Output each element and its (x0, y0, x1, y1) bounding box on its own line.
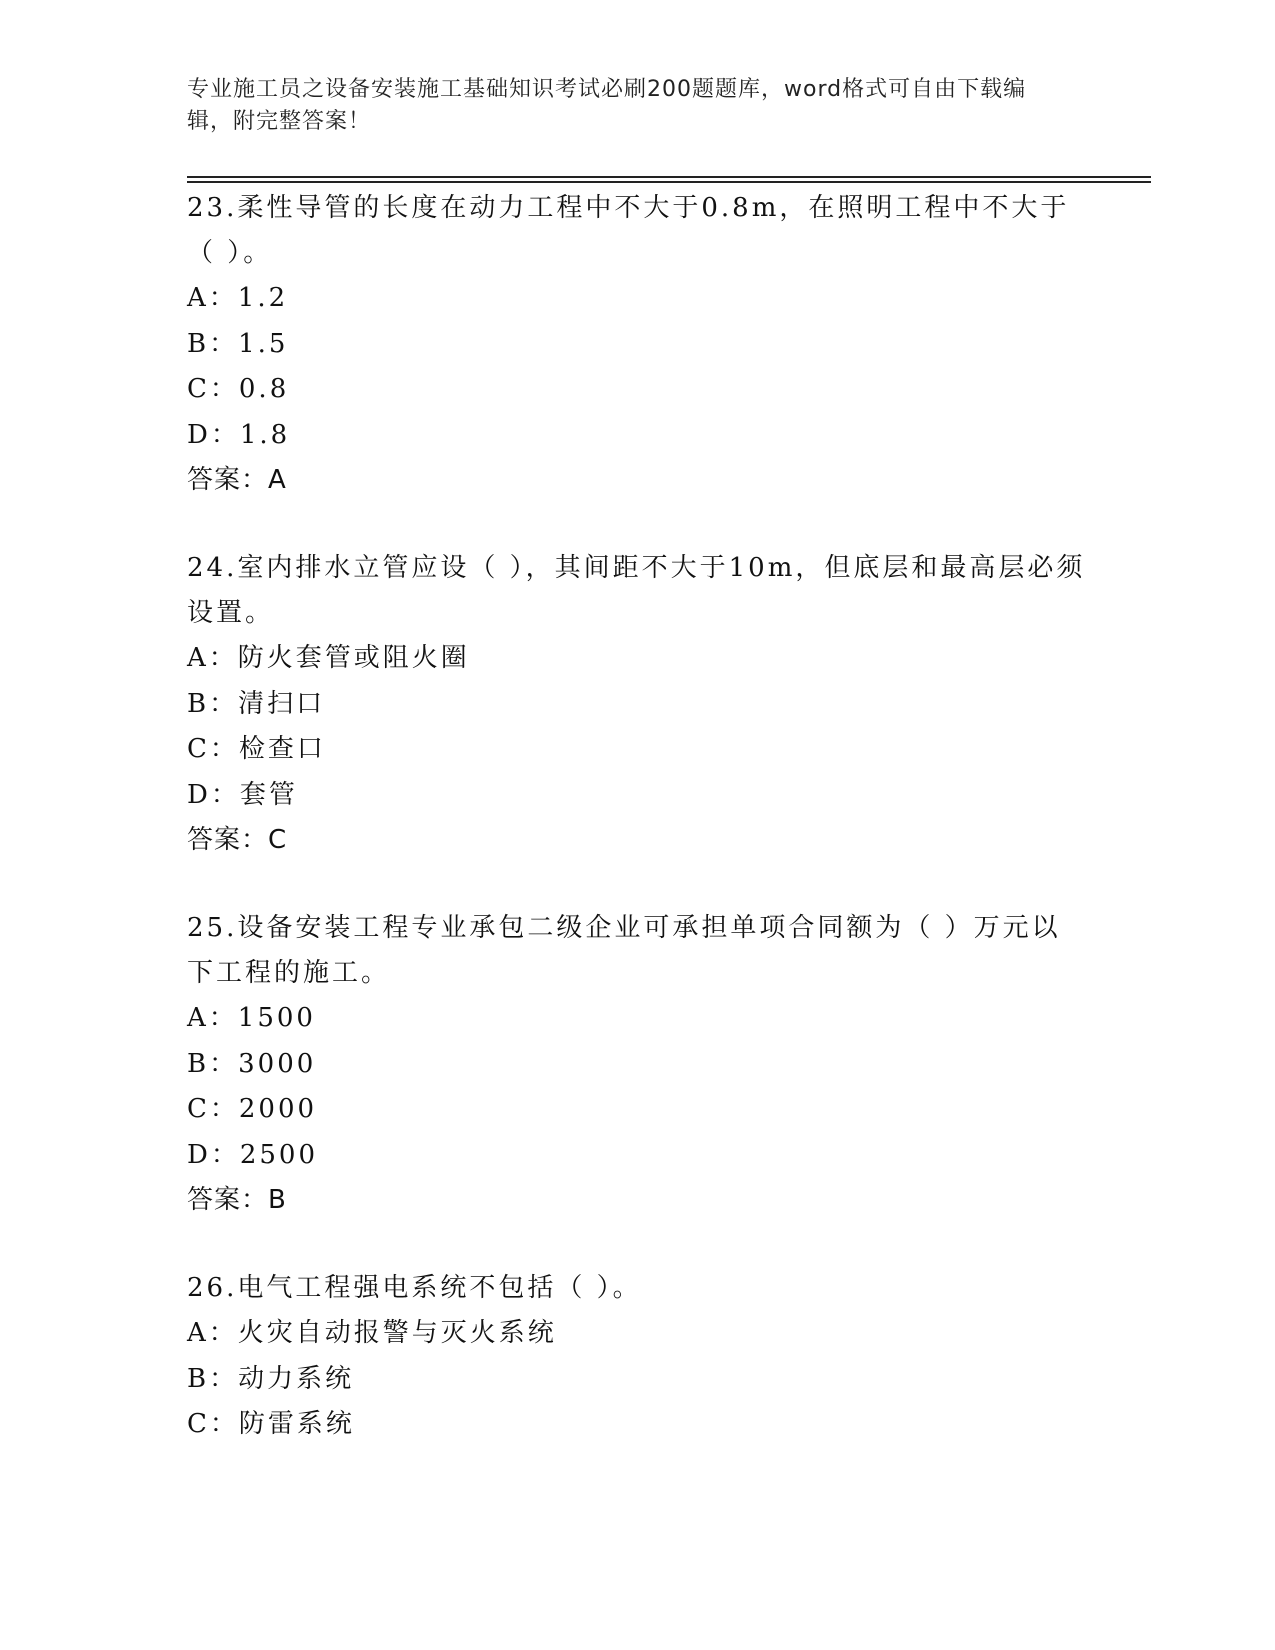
answer: 答案：A (187, 465, 287, 495)
header-rule-bottom (187, 181, 1151, 183)
answer: 答案：C (187, 825, 288, 855)
option-c: C：防雷系统 (187, 1409, 355, 1439)
question-23 (187, 186, 1087, 503)
option-a: A：防火套管或阻火圈 (187, 643, 470, 673)
question-stem: 25.设备安装工程专业承包二级企业可承担单项合同额为（ ）万元以下工程的施工。 (187, 913, 1061, 988)
option-a: A：火灾自动报警与灭火系统 (187, 1318, 557, 1348)
option-d: D：套管 (187, 779, 298, 810)
question-stem: 26.电气工程强电系统不包括（ ）。 (187, 1273, 642, 1303)
option-b: B：清扫口 (187, 688, 326, 719)
question-stem: 24.室内排水立管应设（ ），其间距不大于10m，但底层和最高层必须设置。 (187, 553, 1086, 628)
option-b: B：3000 (187, 1048, 317, 1079)
option-c: C：0.8 (187, 374, 290, 404)
header-rule-top (187, 176, 1151, 178)
option-c: C：2000 (187, 1094, 318, 1124)
option-b: B：动力系统 (187, 1363, 355, 1394)
document-header: 专业施工员之设备安装施工基础知识考试必刷200题题库，word格式可自由下载编辑，附完整答案！ (187, 77, 1027, 134)
question-24 (187, 546, 1087, 863)
option-b: B：1.5 (187, 328, 289, 359)
option-a: A：1.2 (187, 283, 289, 313)
option-c: C：检查口 (187, 734, 326, 764)
answer: 答案：B (187, 1185, 287, 1215)
option-a: A：1500 (187, 1003, 316, 1033)
question-26 (187, 1266, 1087, 1448)
option-d: D：1.8 (187, 419, 291, 450)
question-stem: 23.柔性导管的长度在动力工程中不大于0.8m，在照明工程中不大于（ ）。 (187, 193, 1070, 268)
question-25 (187, 906, 1087, 1223)
option-d: D：2500 (187, 1139, 319, 1170)
